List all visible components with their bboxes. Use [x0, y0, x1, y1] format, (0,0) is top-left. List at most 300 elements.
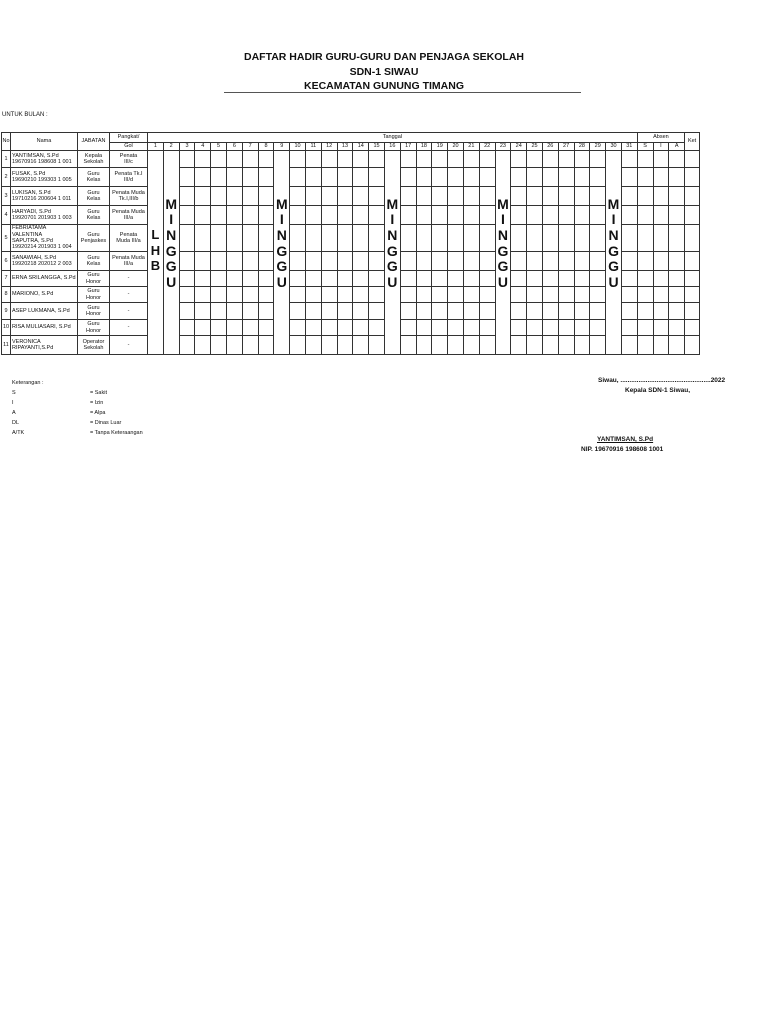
- attendance-cell[interactable]: [179, 271, 195, 287]
- attendance-cell[interactable]: [590, 168, 606, 187]
- attendance-cell[interactable]: [337, 336, 353, 355]
- attendance-cell[interactable]: [416, 271, 432, 287]
- attendance-cell[interactable]: [290, 225, 306, 252]
- ket-cell[interactable]: [685, 187, 700, 206]
- attendance-cell[interactable]: [448, 271, 464, 287]
- ket-cell[interactable]: [685, 225, 700, 252]
- ket-cell[interactable]: [685, 336, 700, 355]
- attendance-cell[interactable]: [337, 187, 353, 206]
- attendance-cell[interactable]: [527, 303, 543, 320]
- attendance-cell[interactable]: [542, 151, 558, 168]
- attendance-cell[interactable]: [305, 336, 321, 355]
- attendance-cell[interactable]: [542, 206, 558, 225]
- attendance-cell[interactable]: [242, 336, 258, 355]
- attendance-cell[interactable]: [574, 271, 590, 287]
- attendance-cell[interactable]: [558, 206, 574, 225]
- attendance-cell[interactable]: [479, 187, 495, 206]
- attendance-cell[interactable]: [369, 187, 385, 206]
- attendance-cell[interactable]: [463, 320, 479, 336]
- attendance-cell[interactable]: [400, 151, 416, 168]
- attendance-cell[interactable]: [527, 225, 543, 252]
- attendance-cell[interactable]: [432, 187, 448, 206]
- attendance-cell[interactable]: [479, 252, 495, 271]
- attendance-cell[interactable]: [590, 151, 606, 168]
- attendance-cell[interactable]: [226, 151, 242, 168]
- attendance-cell[interactable]: [400, 187, 416, 206]
- attendance-cell[interactable]: [511, 151, 527, 168]
- attendance-cell[interactable]: [621, 225, 637, 252]
- attendance-cell[interactable]: [432, 252, 448, 271]
- attendance-cell[interactable]: [527, 320, 543, 336]
- attendance-cell[interactable]: [258, 252, 274, 271]
- attendance-cell[interactable]: [321, 336, 337, 355]
- attendance-cell[interactable]: [574, 225, 590, 252]
- attendance-cell[interactable]: [321, 225, 337, 252]
- attendance-cell[interactable]: [179, 287, 195, 303]
- attendance-cell[interactable]: [542, 168, 558, 187]
- attendance-cell[interactable]: [305, 252, 321, 271]
- absen-cell[interactable]: [637, 206, 653, 225]
- attendance-cell[interactable]: [353, 320, 369, 336]
- attendance-cell[interactable]: [195, 225, 211, 252]
- attendance-cell[interactable]: [211, 225, 227, 252]
- absen-cell[interactable]: [653, 320, 669, 336]
- attendance-cell[interactable]: [179, 187, 195, 206]
- absen-cell[interactable]: [653, 303, 669, 320]
- attendance-cell[interactable]: [542, 303, 558, 320]
- attendance-cell[interactable]: [590, 187, 606, 206]
- attendance-cell[interactable]: [211, 206, 227, 225]
- attendance-cell[interactable]: [369, 168, 385, 187]
- attendance-cell[interactable]: [590, 225, 606, 252]
- attendance-cell[interactable]: [511, 168, 527, 187]
- attendance-cell[interactable]: [211, 336, 227, 355]
- attendance-cell[interactable]: [353, 225, 369, 252]
- absen-cell[interactable]: [669, 320, 685, 336]
- attendance-cell[interactable]: [400, 206, 416, 225]
- attendance-cell[interactable]: [337, 287, 353, 303]
- attendance-cell[interactable]: [448, 336, 464, 355]
- attendance-cell[interactable]: [258, 168, 274, 187]
- attendance-cell[interactable]: [242, 303, 258, 320]
- attendance-cell[interactable]: [448, 206, 464, 225]
- attendance-cell[interactable]: [179, 151, 195, 168]
- attendance-cell[interactable]: [621, 320, 637, 336]
- attendance-cell[interactable]: [195, 287, 211, 303]
- attendance-cell[interactable]: [621, 336, 637, 355]
- attendance-cell[interactable]: [305, 168, 321, 187]
- attendance-cell[interactable]: [400, 303, 416, 320]
- attendance-cell[interactable]: [305, 271, 321, 287]
- absen-cell[interactable]: [637, 168, 653, 187]
- attendance-cell[interactable]: [479, 287, 495, 303]
- attendance-cell[interactable]: [226, 271, 242, 287]
- attendance-cell[interactable]: [226, 168, 242, 187]
- attendance-cell[interactable]: [432, 151, 448, 168]
- attendance-cell[interactable]: [195, 303, 211, 320]
- attendance-cell[interactable]: [400, 252, 416, 271]
- attendance-cell[interactable]: [400, 225, 416, 252]
- attendance-cell[interactable]: [305, 287, 321, 303]
- attendance-cell[interactable]: [195, 187, 211, 206]
- absen-cell[interactable]: [669, 187, 685, 206]
- attendance-cell[interactable]: [353, 271, 369, 287]
- absen-cell[interactable]: [669, 252, 685, 271]
- attendance-cell[interactable]: [195, 320, 211, 336]
- attendance-cell[interactable]: [258, 336, 274, 355]
- absen-cell[interactable]: [637, 303, 653, 320]
- attendance-cell[interactable]: [321, 271, 337, 287]
- attendance-cell[interactable]: [432, 303, 448, 320]
- ket-cell[interactable]: [685, 168, 700, 187]
- ket-cell[interactable]: [685, 151, 700, 168]
- attendance-cell[interactable]: [195, 336, 211, 355]
- absen-cell[interactable]: [653, 336, 669, 355]
- attendance-cell[interactable]: [558, 320, 574, 336]
- absen-cell[interactable]: [669, 151, 685, 168]
- attendance-cell[interactable]: [416, 336, 432, 355]
- attendance-cell[interactable]: [511, 303, 527, 320]
- attendance-cell[interactable]: [558, 168, 574, 187]
- attendance-cell[interactable]: [242, 168, 258, 187]
- attendance-cell[interactable]: [337, 206, 353, 225]
- attendance-cell[interactable]: [305, 303, 321, 320]
- attendance-cell[interactable]: [416, 187, 432, 206]
- attendance-cell[interactable]: [353, 168, 369, 187]
- ket-cell[interactable]: [685, 287, 700, 303]
- attendance-cell[interactable]: [542, 271, 558, 287]
- attendance-cell[interactable]: [290, 187, 306, 206]
- attendance-cell[interactable]: [621, 303, 637, 320]
- attendance-cell[interactable]: [353, 336, 369, 355]
- attendance-cell[interactable]: [463, 168, 479, 187]
- absen-cell[interactable]: [669, 303, 685, 320]
- attendance-cell[interactable]: [432, 287, 448, 303]
- attendance-cell[interactable]: [558, 225, 574, 252]
- attendance-cell[interactable]: [463, 187, 479, 206]
- attendance-cell[interactable]: [337, 168, 353, 187]
- attendance-cell[interactable]: [448, 303, 464, 320]
- absen-cell[interactable]: [669, 336, 685, 355]
- attendance-cell[interactable]: [305, 151, 321, 168]
- attendance-cell[interactable]: [463, 206, 479, 225]
- attendance-cell[interactable]: [432, 206, 448, 225]
- absen-cell[interactable]: [637, 336, 653, 355]
- attendance-cell[interactable]: [242, 287, 258, 303]
- attendance-cell[interactable]: [211, 287, 227, 303]
- absen-cell[interactable]: [637, 187, 653, 206]
- absen-cell[interactable]: [669, 168, 685, 187]
- attendance-cell[interactable]: [542, 336, 558, 355]
- attendance-cell[interactable]: [179, 206, 195, 225]
- attendance-cell[interactable]: [432, 271, 448, 287]
- attendance-cell[interactable]: [479, 206, 495, 225]
- attendance-cell[interactable]: [400, 320, 416, 336]
- attendance-cell[interactable]: [290, 151, 306, 168]
- ket-cell[interactable]: [685, 271, 700, 287]
- attendance-cell[interactable]: [448, 168, 464, 187]
- attendance-cell[interactable]: [290, 252, 306, 271]
- attendance-cell[interactable]: [321, 287, 337, 303]
- attendance-cell[interactable]: [353, 252, 369, 271]
- absen-cell[interactable]: [669, 206, 685, 225]
- attendance-cell[interactable]: [527, 151, 543, 168]
- attendance-cell[interactable]: [574, 320, 590, 336]
- attendance-cell[interactable]: [479, 151, 495, 168]
- attendance-cell[interactable]: [479, 303, 495, 320]
- attendance-cell[interactable]: [590, 336, 606, 355]
- attendance-cell[interactable]: [211, 187, 227, 206]
- absen-cell[interactable]: [669, 225, 685, 252]
- attendance-cell[interactable]: [432, 168, 448, 187]
- attendance-cell[interactable]: [195, 206, 211, 225]
- attendance-cell[interactable]: [305, 206, 321, 225]
- attendance-cell[interactable]: [242, 187, 258, 206]
- attendance-cell[interactable]: [321, 151, 337, 168]
- attendance-cell[interactable]: [226, 303, 242, 320]
- attendance-cell[interactable]: [463, 252, 479, 271]
- attendance-cell[interactable]: [574, 336, 590, 355]
- attendance-cell[interactable]: [258, 206, 274, 225]
- attendance-cell[interactable]: [258, 320, 274, 336]
- attendance-cell[interactable]: [321, 320, 337, 336]
- attendance-cell[interactable]: [463, 151, 479, 168]
- attendance-cell[interactable]: [290, 320, 306, 336]
- attendance-cell[interactable]: [463, 271, 479, 287]
- attendance-cell[interactable]: [511, 225, 527, 252]
- attendance-cell[interactable]: [400, 287, 416, 303]
- ket-cell[interactable]: [685, 206, 700, 225]
- attendance-cell[interactable]: [179, 225, 195, 252]
- ket-cell[interactable]: [685, 252, 700, 271]
- attendance-cell[interactable]: [353, 206, 369, 225]
- attendance-cell[interactable]: [527, 271, 543, 287]
- attendance-cell[interactable]: [242, 225, 258, 252]
- attendance-cell[interactable]: [290, 168, 306, 187]
- attendance-cell[interactable]: [195, 168, 211, 187]
- attendance-cell[interactable]: [211, 151, 227, 168]
- attendance-cell[interactable]: [527, 287, 543, 303]
- attendance-cell[interactable]: [590, 287, 606, 303]
- ket-cell[interactable]: [685, 303, 700, 320]
- attendance-cell[interactable]: [337, 151, 353, 168]
- attendance-cell[interactable]: [527, 252, 543, 271]
- absen-cell[interactable]: [637, 225, 653, 252]
- attendance-cell[interactable]: [179, 320, 195, 336]
- attendance-cell[interactable]: [511, 206, 527, 225]
- attendance-cell[interactable]: [558, 252, 574, 271]
- attendance-cell[interactable]: [369, 336, 385, 355]
- attendance-cell[interactable]: [400, 336, 416, 355]
- attendance-cell[interactable]: [369, 252, 385, 271]
- attendance-cell[interactable]: [527, 336, 543, 355]
- attendance-cell[interactable]: [432, 225, 448, 252]
- absen-cell[interactable]: [653, 225, 669, 252]
- attendance-cell[interactable]: [258, 287, 274, 303]
- attendance-cell[interactable]: [211, 252, 227, 271]
- attendance-cell[interactable]: [353, 303, 369, 320]
- attendance-cell[interactable]: [590, 320, 606, 336]
- attendance-cell[interactable]: [479, 225, 495, 252]
- attendance-cell[interactable]: [542, 187, 558, 206]
- attendance-cell[interactable]: [574, 252, 590, 271]
- attendance-cell[interactable]: [226, 206, 242, 225]
- attendance-cell[interactable]: [321, 303, 337, 320]
- attendance-cell[interactable]: [558, 303, 574, 320]
- attendance-cell[interactable]: [321, 187, 337, 206]
- attendance-cell[interactable]: [369, 320, 385, 336]
- attendance-cell[interactable]: [479, 336, 495, 355]
- attendance-cell[interactable]: [258, 187, 274, 206]
- attendance-cell[interactable]: [305, 225, 321, 252]
- attendance-cell[interactable]: [621, 252, 637, 271]
- attendance-cell[interactable]: [558, 336, 574, 355]
- attendance-cell[interactable]: [542, 320, 558, 336]
- attendance-cell[interactable]: [416, 168, 432, 187]
- absen-cell[interactable]: [653, 168, 669, 187]
- attendance-cell[interactable]: [305, 187, 321, 206]
- attendance-cell[interactable]: [290, 271, 306, 287]
- attendance-cell[interactable]: [211, 271, 227, 287]
- attendance-cell[interactable]: [448, 225, 464, 252]
- attendance-cell[interactable]: [621, 206, 637, 225]
- attendance-cell[interactable]: [590, 206, 606, 225]
- ket-cell[interactable]: [685, 320, 700, 336]
- absen-cell[interactable]: [653, 187, 669, 206]
- attendance-cell[interactable]: [226, 252, 242, 271]
- attendance-cell[interactable]: [527, 206, 543, 225]
- attendance-cell[interactable]: [416, 303, 432, 320]
- attendance-cell[interactable]: [416, 225, 432, 252]
- attendance-cell[interactable]: [321, 168, 337, 187]
- attendance-cell[interactable]: [558, 187, 574, 206]
- attendance-cell[interactable]: [511, 187, 527, 206]
- attendance-cell[interactable]: [195, 151, 211, 168]
- attendance-cell[interactable]: [226, 287, 242, 303]
- attendance-cell[interactable]: [574, 206, 590, 225]
- attendance-cell[interactable]: [621, 271, 637, 287]
- attendance-cell[interactable]: [621, 151, 637, 168]
- attendance-cell[interactable]: [226, 187, 242, 206]
- absen-cell[interactable]: [669, 271, 685, 287]
- attendance-cell[interactable]: [432, 320, 448, 336]
- attendance-cell[interactable]: [369, 225, 385, 252]
- attendance-cell[interactable]: [448, 252, 464, 271]
- attendance-cell[interactable]: [574, 287, 590, 303]
- attendance-cell[interactable]: [590, 271, 606, 287]
- attendance-cell[interactable]: [463, 225, 479, 252]
- attendance-cell[interactable]: [195, 252, 211, 271]
- absen-cell[interactable]: [637, 271, 653, 287]
- attendance-cell[interactable]: [258, 303, 274, 320]
- attendance-cell[interactable]: [290, 287, 306, 303]
- attendance-cell[interactable]: [211, 303, 227, 320]
- attendance-cell[interactable]: [479, 271, 495, 287]
- attendance-cell[interactable]: [527, 168, 543, 187]
- attendance-cell[interactable]: [226, 225, 242, 252]
- attendance-cell[interactable]: [226, 336, 242, 355]
- absen-cell[interactable]: [637, 151, 653, 168]
- absen-cell[interactable]: [653, 151, 669, 168]
- attendance-cell[interactable]: [558, 287, 574, 303]
- attendance-cell[interactable]: [369, 206, 385, 225]
- attendance-cell[interactable]: [242, 252, 258, 271]
- attendance-cell[interactable]: [542, 225, 558, 252]
- attendance-cell[interactable]: [590, 252, 606, 271]
- attendance-cell[interactable]: [179, 303, 195, 320]
- attendance-cell[interactable]: [621, 187, 637, 206]
- attendance-cell[interactable]: [195, 271, 211, 287]
- attendance-cell[interactable]: [337, 303, 353, 320]
- attendance-cell[interactable]: [242, 151, 258, 168]
- attendance-cell[interactable]: [448, 151, 464, 168]
- attendance-cell[interactable]: [511, 336, 527, 355]
- attendance-cell[interactable]: [369, 271, 385, 287]
- attendance-cell[interactable]: [511, 271, 527, 287]
- attendance-cell[interactable]: [621, 168, 637, 187]
- attendance-cell[interactable]: [448, 287, 464, 303]
- attendance-cell[interactable]: [211, 168, 227, 187]
- attendance-cell[interactable]: [416, 151, 432, 168]
- attendance-cell[interactable]: [179, 168, 195, 187]
- absen-cell[interactable]: [637, 287, 653, 303]
- attendance-cell[interactable]: [321, 206, 337, 225]
- absen-cell[interactable]: [653, 206, 669, 225]
- attendance-cell[interactable]: [179, 336, 195, 355]
- attendance-cell[interactable]: [353, 187, 369, 206]
- attendance-cell[interactable]: [558, 271, 574, 287]
- attendance-cell[interactable]: [416, 287, 432, 303]
- attendance-cell[interactable]: [353, 287, 369, 303]
- attendance-cell[interactable]: [337, 252, 353, 271]
- attendance-cell[interactable]: [590, 303, 606, 320]
- attendance-cell[interactable]: [290, 336, 306, 355]
- attendance-cell[interactable]: [321, 252, 337, 271]
- attendance-cell[interactable]: [479, 168, 495, 187]
- absen-cell[interactable]: [653, 252, 669, 271]
- attendance-cell[interactable]: [542, 287, 558, 303]
- attendance-cell[interactable]: [416, 320, 432, 336]
- attendance-cell[interactable]: [400, 168, 416, 187]
- attendance-cell[interactable]: [305, 320, 321, 336]
- attendance-cell[interactable]: [400, 271, 416, 287]
- attendance-cell[interactable]: [369, 303, 385, 320]
- attendance-cell[interactable]: [242, 206, 258, 225]
- attendance-cell[interactable]: [574, 168, 590, 187]
- attendance-cell[interactable]: [353, 151, 369, 168]
- absen-cell[interactable]: [637, 252, 653, 271]
- attendance-cell[interactable]: [574, 187, 590, 206]
- attendance-cell[interactable]: [542, 252, 558, 271]
- attendance-cell[interactable]: [448, 320, 464, 336]
- attendance-cell[interactable]: [558, 151, 574, 168]
- attendance-cell[interactable]: [369, 287, 385, 303]
- attendance-cell[interactable]: [574, 151, 590, 168]
- attendance-cell[interactable]: [337, 225, 353, 252]
- attendance-cell[interactable]: [179, 252, 195, 271]
- absen-cell[interactable]: [653, 287, 669, 303]
- attendance-cell[interactable]: [574, 303, 590, 320]
- attendance-cell[interactable]: [258, 225, 274, 252]
- attendance-cell[interactable]: [511, 252, 527, 271]
- attendance-cell[interactable]: [290, 303, 306, 320]
- attendance-cell[interactable]: [258, 271, 274, 287]
- attendance-cell[interactable]: [479, 320, 495, 336]
- attendance-cell[interactable]: [463, 303, 479, 320]
- attendance-cell[interactable]: [226, 320, 242, 336]
- attendance-cell[interactable]: [211, 320, 227, 336]
- attendance-cell[interactable]: [242, 271, 258, 287]
